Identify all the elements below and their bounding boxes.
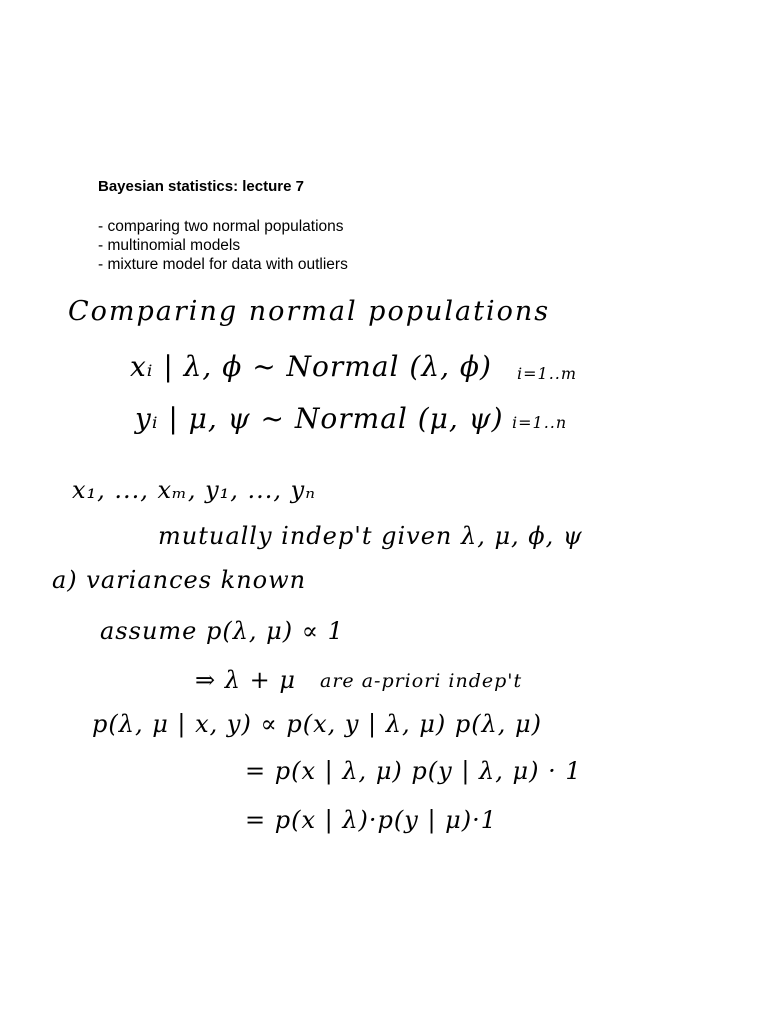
model-x-equation: xᵢ | λ, ϕ ~ Normal (λ, ϕ) — [130, 350, 492, 383]
outline-item: - mixture model for data with outliers — [98, 256, 348, 273]
model-y-index: i=1..n — [512, 413, 568, 432]
handwritten-heading: Comparing normal populations — [68, 296, 551, 327]
posterior-line-1: p(λ, μ | x, y) ∝ p(x, y | λ, μ) p(λ, μ) — [92, 710, 542, 738]
case-a-label: a) variances known — [52, 566, 307, 594]
posterior-line-2: = p(x | λ, μ) p(y | λ, μ) · 1 — [245, 757, 582, 785]
outline-item: - comparing two normal populations — [98, 218, 344, 235]
implication-symbols: ⇒ λ + μ — [195, 666, 296, 694]
implication-text: are a-priori indep't — [320, 670, 523, 692]
outline-item: - multinomial models — [98, 237, 241, 254]
page-title: Bayesian statistics: lecture 7 — [98, 178, 304, 195]
prior-assumption: assume p(λ, μ) ∝ 1 — [100, 617, 344, 645]
lecture-outline — [98, 217, 348, 274]
model-y-equation: yᵢ | μ, ψ ~ Normal (μ, ψ) — [135, 402, 504, 435]
model-x-index: i=1..m — [517, 364, 578, 383]
posterior-line-3: = p(x | λ)·p(y | μ)·1 — [245, 806, 498, 834]
independence-statement: mutually indep't given λ, μ, ϕ, ψ — [158, 522, 583, 550]
data-list: x₁, ..., xₘ, y₁, ..., yₙ — [72, 476, 316, 504]
